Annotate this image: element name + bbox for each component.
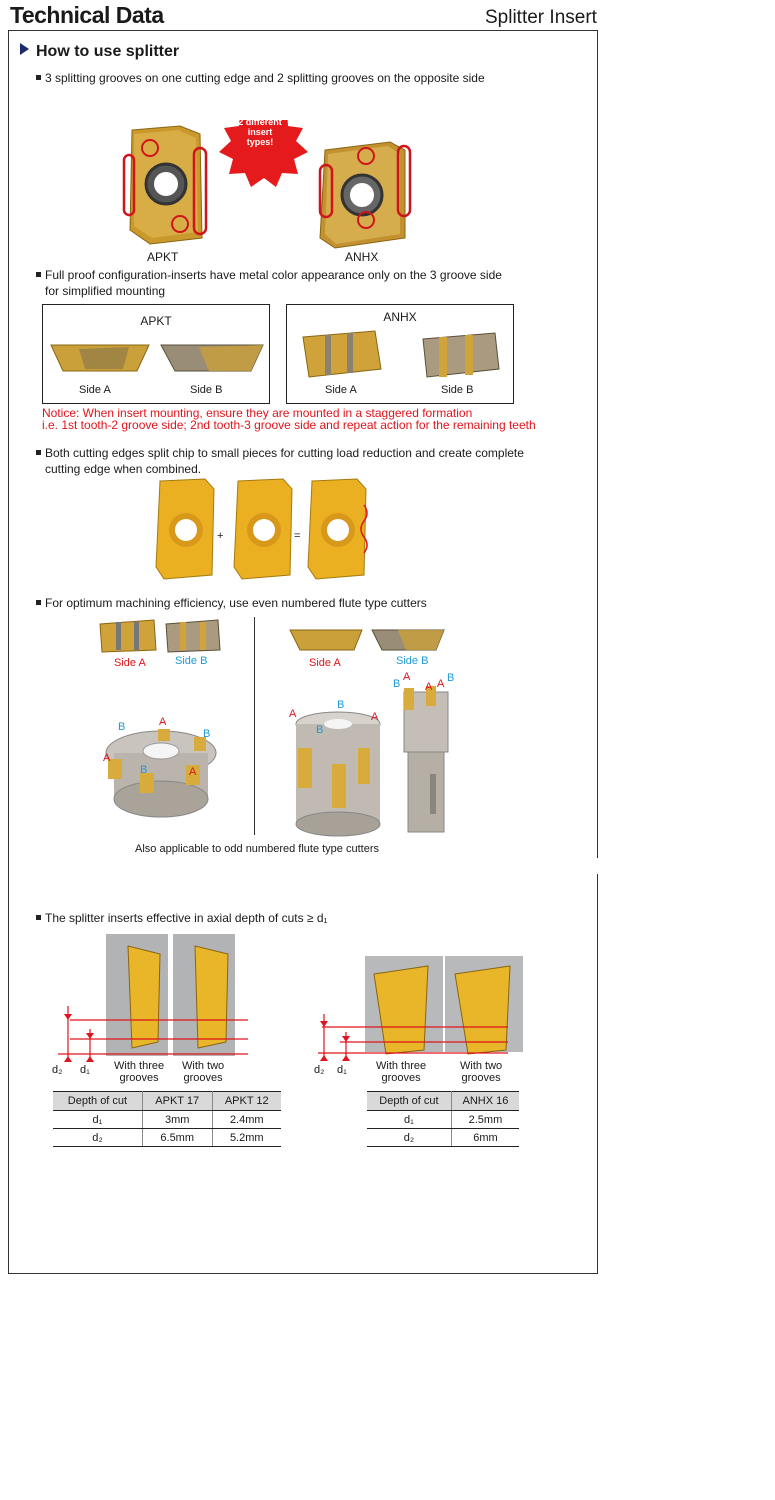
shell-mill-cutter-image <box>288 708 388 838</box>
marker-a: A <box>289 708 297 720</box>
three-grooves-label <box>114 1060 164 1084</box>
label-line: With two <box>460 1060 503 1072</box>
table-header: Depth of cut <box>367 1092 451 1111</box>
label-line: grooves <box>119 1072 159 1084</box>
d2-label: d₂ <box>52 1064 63 1076</box>
side-a-label: Side A <box>79 384 111 396</box>
bullet-depth-of-cut <box>36 910 328 926</box>
side-b-label: Side B <box>190 384 223 396</box>
side-b-label: Side B <box>441 384 474 396</box>
anhx-side-images <box>299 325 509 383</box>
bullet-split-chip <box>36 445 524 477</box>
label-line: grooves <box>381 1072 421 1084</box>
marker-a: A <box>371 711 379 723</box>
marker-b: B <box>140 764 148 776</box>
table-header: ANHX 16 <box>451 1092 519 1111</box>
apkt-sides-box <box>42 304 270 404</box>
bullet-text: Both cutting edges split chip to small pieces for cutting load reduction and create complete <box>45 446 524 460</box>
bullet-text: 3 splitting grooves on one cutting edge and 2 splitting grooves on the opposite side <box>45 71 485 85</box>
marker-b: B <box>203 728 211 740</box>
table-cell: 2.5mm <box>451 1111 519 1129</box>
marker-a: A <box>189 766 197 778</box>
square-bullet-icon <box>36 450 41 455</box>
apkt-label: APKT <box>147 250 179 264</box>
box-title: APKT <box>140 314 172 328</box>
plus-sign: + <box>217 530 224 542</box>
table-cell: d₂ <box>53 1129 142 1147</box>
mounting-notice <box>42 407 536 431</box>
square-bullet-icon <box>36 915 41 920</box>
d1-label: d₁ <box>80 1064 90 1076</box>
table-cell: d₂ <box>367 1129 451 1147</box>
anhx-label: ANHX <box>345 250 379 264</box>
label-line: grooves <box>183 1072 223 1084</box>
table-cell: d₁ <box>367 1111 451 1129</box>
table-header: Depth of cut <box>53 1092 142 1111</box>
triangle-bullet-icon <box>20 43 29 55</box>
anhx-depth-table <box>367 1091 519 1147</box>
label-line: With three <box>114 1060 165 1072</box>
table-header-row <box>367 1092 519 1111</box>
starburst-text <box>225 107 295 147</box>
marker-b: B <box>118 721 126 733</box>
section-title-text: How to use splitter <box>36 43 180 60</box>
apkt-depth-table <box>53 1091 281 1147</box>
anhx-depth-diagram <box>310 956 525 1066</box>
end-mill-cutter-image <box>396 684 456 838</box>
marker-a: A <box>103 752 111 764</box>
label-line: With three <box>376 1060 427 1072</box>
d2-label: d₂ <box>314 1064 325 1076</box>
table-row <box>53 1111 281 1129</box>
table-cell: 5.2mm <box>212 1129 281 1147</box>
two-grooves-label <box>460 1060 502 1084</box>
bullet-even-flute <box>36 595 427 611</box>
table-row <box>367 1129 519 1147</box>
flute-side-b-label: Side B <box>175 655 208 667</box>
box-title: ANHX <box>383 310 417 324</box>
marker-b: B <box>316 724 324 736</box>
two-grooves-label <box>182 1060 224 1084</box>
flute-side-a-label: Side A <box>114 657 146 669</box>
page-title: Technical Data <box>10 2 164 28</box>
bullet-text: The splitter inserts effective in axial depth of cuts ≥ d₁ <box>45 911 328 925</box>
anhx-small-inserts <box>288 626 448 654</box>
starburst-line: 2 different insert <box>238 117 282 137</box>
bullet-grooves <box>36 70 485 86</box>
marker-b: B <box>447 672 455 684</box>
table-cell: d₁ <box>53 1111 142 1129</box>
apkt-side-images <box>49 341 265 377</box>
flute-side-a-label: Side A <box>309 657 341 669</box>
side-a-label: Side A <box>325 384 357 396</box>
page-subtitle: Splitter Insert <box>485 7 597 28</box>
flute-side-b-label: Side B <box>396 655 429 667</box>
equals-sign: = <box>294 530 301 542</box>
notice-line: Notice: When insert mounting, ensure they are mounted in a staggered formation <box>42 406 473 420</box>
section-title <box>20 43 179 61</box>
table-cell: 6.5mm <box>142 1129 212 1147</box>
marker-a: A <box>403 671 411 683</box>
square-bullet-icon <box>36 600 41 605</box>
table-cell: 6mm <box>451 1129 519 1147</box>
square-bullet-icon <box>36 272 41 277</box>
odd-flute-caption: Also applicable to odd numbered flute type cutters <box>135 843 379 855</box>
marker-a: A <box>437 678 445 690</box>
bullet-text: for simplified mounting <box>45 284 166 298</box>
starburst-line: types! <box>246 137 274 147</box>
anhx-insert-image <box>320 142 410 248</box>
bullet-text: Full proof configuration-inserts have metal color appearance only on the 3 groove side <box>45 268 502 282</box>
divider <box>254 617 255 835</box>
marker-a: A <box>159 716 167 728</box>
table-row <box>53 1129 281 1147</box>
bullet-text: For optimum machining efficiency, use even numbered flute type cutters <box>45 596 427 610</box>
apkt-insert-image <box>124 126 206 244</box>
marker-a: A <box>425 681 433 693</box>
label-line: grooves <box>461 1072 501 1084</box>
table-cell: 3mm <box>142 1111 212 1129</box>
bullet-full-proof <box>36 267 502 299</box>
starburst-line: No need for <box>234 107 285 117</box>
table-row <box>367 1111 519 1129</box>
three-grooves-label <box>376 1060 426 1084</box>
d1-label: d₁ <box>337 1064 347 1076</box>
combined-inserts-illustration <box>150 475 375 585</box>
anhx-sides-box <box>286 304 514 404</box>
table-header: APKT 17 <box>142 1092 212 1111</box>
marker-b: B <box>337 699 345 711</box>
marker-b: B <box>393 678 401 690</box>
notice-line: i.e. 1st tooth-2 groove side; 2nd tooth-3 groove side and repeat action for the remaining teeth <box>42 418 536 432</box>
apkt-small-inserts <box>98 618 223 654</box>
bullet-text: cutting edge when combined. <box>45 462 202 476</box>
square-bullet-icon <box>36 75 41 80</box>
table-cell: 2.4mm <box>212 1111 281 1129</box>
table-header-row <box>53 1092 281 1111</box>
table-header: APKT 12 <box>212 1092 281 1111</box>
label-line: With two <box>182 1060 225 1072</box>
frame-gap <box>596 858 599 874</box>
